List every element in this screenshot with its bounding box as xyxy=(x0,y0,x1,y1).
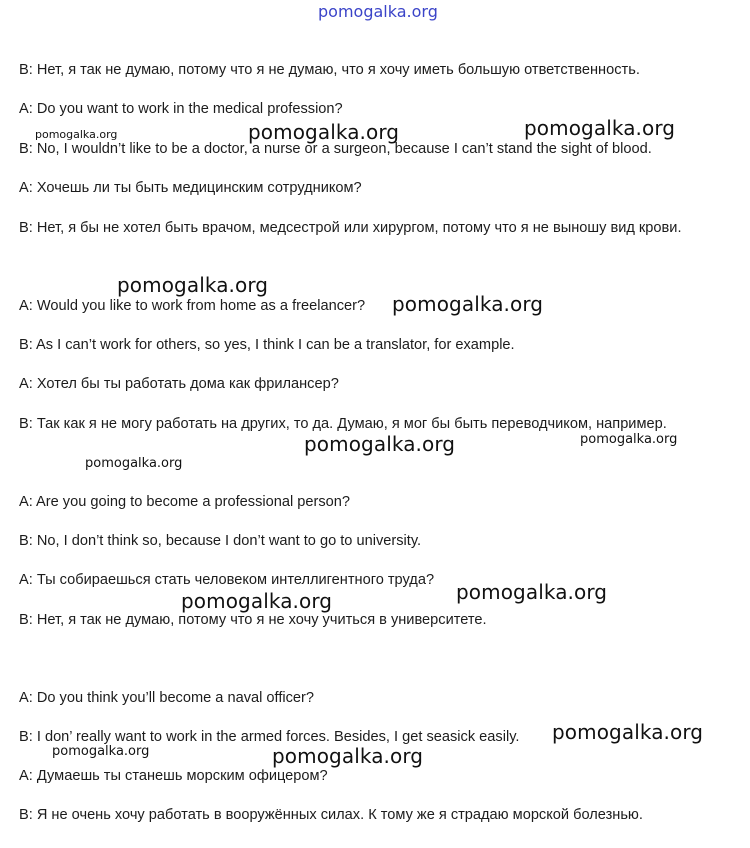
dialogue-line: B: No, I don’t think so, because I don’t want to go to university. xyxy=(19,533,422,549)
dialogue-line: A: Do you want to work in the medical profession? xyxy=(19,101,343,117)
dialogue-line: B: As I can’t work for others, so yes, I think I can be a translator, for example. xyxy=(19,337,515,353)
watermark-text: pomogalka.org xyxy=(524,116,676,140)
dialogue-line: A: Думаешь ты станешь морским офицером? xyxy=(19,768,328,784)
watermark-top-link[interactable]: pomogalka.org xyxy=(318,2,438,21)
dialogue-line: B: I don’ really want to work in the armed forces. Besides, I get seasick easily. xyxy=(19,729,520,745)
watermark-text: pomogalka.org xyxy=(52,744,150,759)
watermark-text: pomogalka.org xyxy=(580,432,678,447)
watermark-text: pomogalka.org xyxy=(117,273,269,297)
dialogue-line: B: Так как я не могу работать на других, то да. Думаю, я мог бы быть переводчиком, например. xyxy=(19,416,667,432)
dialogue-line: B: Я не очень хочу работать в вооружённых силах. К тому же я страдаю морской болезнью. xyxy=(19,807,643,823)
dialogue-line: A: Хотел бы ты работать дома как фрилансер? xyxy=(19,376,339,392)
watermark-text: pomogalka.org xyxy=(248,120,400,144)
dialogue-line: A: Ты собираешься стать человеком интеллигентного труда? xyxy=(19,572,435,588)
watermark-text: pomogalka.org xyxy=(304,432,456,456)
dialogue-line: A: Do you think you’ll become a naval officer? xyxy=(19,690,315,706)
dialogue-line: B: Нет, я так не думаю, потому что я не хочу учиться в университете. xyxy=(19,612,487,628)
dialogue-line: A: Would you like to work from home as a freelancer? xyxy=(19,298,366,314)
watermark-text: pomogalka.org xyxy=(181,589,333,613)
watermark-text: pomogalka.org xyxy=(552,720,704,744)
dialogue-line: B: Нет, я так не думаю, потому что я не думаю, что я хочу иметь большую ответственность. xyxy=(19,62,640,78)
watermark-text: pomogalka.org xyxy=(85,456,183,471)
dialogue-line: A: Хочешь ли ты быть медицинским сотрудником? xyxy=(19,180,362,196)
dialogue-line: A: Are you going to become a professional person? xyxy=(19,494,351,510)
watermark-text: pomogalka.org xyxy=(272,744,424,768)
watermark-text: pomogalka.org xyxy=(456,580,608,604)
dialogue-line: B: Нет, я бы не хотел быть врачом, медсестрой или хирургом, потому что я не выношу вид крови. xyxy=(19,220,682,236)
dialogue-line: B: No, I wouldn’t like to be a doctor, a nurse or a surgeon, because I can’t stand the sight of blood. xyxy=(19,141,652,157)
watermark-text: pomogalka.org xyxy=(392,292,544,316)
watermark-text: pomogalka.org xyxy=(35,128,118,141)
